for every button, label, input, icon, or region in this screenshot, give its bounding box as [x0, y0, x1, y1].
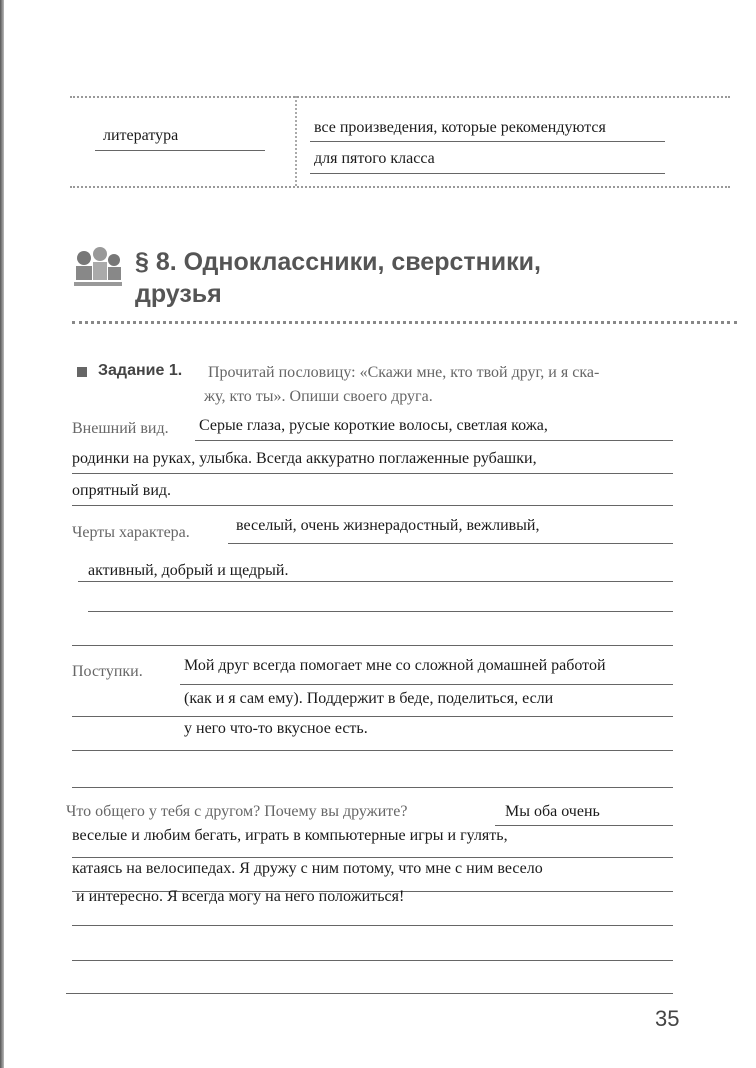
deeds-answer-line-3: у него что-то вкусное есть. — [184, 720, 368, 737]
deeds-answer-line-1: Мой друг всегда помогает мне со сложной домашней работой — [184, 657, 606, 674]
character-answer-line-2: активный, добрый и щедрый. — [88, 562, 289, 579]
task-prompt-line-1: Прочитай пословицу: «Скажи мне, кто твой друг, и я ска- — [208, 364, 600, 381]
table-top-border — [70, 96, 730, 98]
table-definition-line-2: для пятого класса — [314, 150, 435, 167]
table-term: литература — [103, 127, 179, 144]
section-title-line-1: § 8. Одноклассники, сверстники, — [135, 248, 541, 276]
section-title-line-2: друзья — [135, 280, 222, 308]
deeds-label: Поступки. — [72, 663, 143, 680]
page-number: 35 — [655, 1006, 680, 1031]
common-answer-line-2: веселые и любим бегать, играть в компьютерные игры и гулять, — [72, 827, 508, 844]
section-divider — [72, 321, 737, 324]
section-illustration-icon — [72, 240, 124, 290]
table-bottom-border — [70, 186, 730, 188]
task-bullet — [77, 367, 87, 377]
common-answer-line-4: и интересно. Я всегда могу на него положиться! — [76, 888, 405, 905]
page-edge-shadow — [0, 0, 4, 1068]
task-label: Задание 1. — [98, 362, 183, 379]
task-prompt-line-2: жу, кто ты». Опиши своего друга. — [204, 388, 433, 405]
character-answer-line-1: веселый, очень жизнерадостный, вежливый, — [236, 517, 540, 534]
table-column-divider — [295, 96, 297, 186]
appearance-label: Внешний вид. — [72, 420, 169, 437]
deeds-answer-line-2: (как и я сам ему). Поддержит в беде, поделиться, если — [184, 690, 554, 707]
common-answer-line-3: катаясь на велосипедах. Я дружу с ним потому, что мне с ним весело — [72, 860, 543, 877]
appearance-answer-line-1: Серые глаза, русые короткие волосы, светлая кожа, — [199, 417, 548, 434]
common-question: Что общего у тебя с другом? Почему вы дружите? — [66, 803, 408, 820]
appearance-answer-line-2: родинки на руках, улыбка. Всегда аккуратно поглаженные рубашки, — [72, 450, 537, 467]
table-definition-line-1: все произведения, которые рекомендуются — [314, 119, 606, 136]
appearance-answer-line-3: опрятный вид. — [72, 482, 172, 499]
common-answer-line-1: Мы оба очень — [505, 803, 600, 820]
character-label: Черты характера. — [72, 524, 190, 541]
